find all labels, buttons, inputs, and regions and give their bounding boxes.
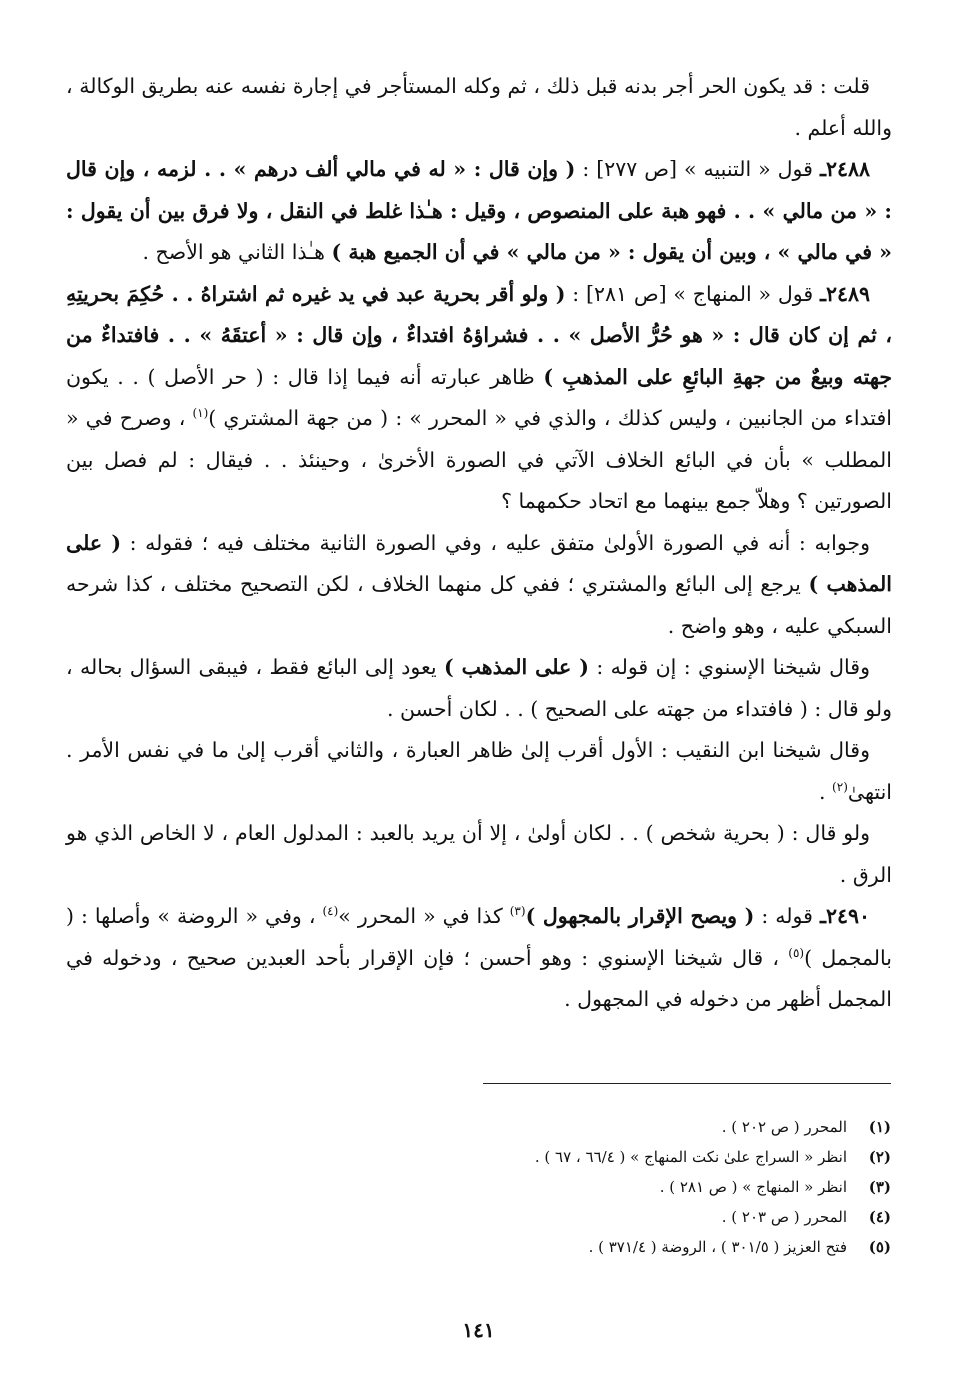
- main-text-body: [66, 66, 892, 1021]
- issue-number: ٢٤٨٨ـ: [819, 157, 870, 181]
- quoted-matn-text: ( ولو أقر بحرية عبد في يد غيره ثم اشتراهُ . . حُكِمَ بحريتِهِ ، ثم إن كان قال : « هو حُرُّ الأصل » . . فشراؤهُ افتداءٌ ، وإن قال : « أعتقَهُ » . . فافتداءٌ من جهته وبيعٌ من جهةِ البائعِ على المذهبِ ): [66, 281, 892, 389]
- footnote-number: (٥): [868, 1238, 891, 1256]
- paragraph-p1: [66, 66, 892, 149]
- footnote-item: [71, 1232, 891, 1262]
- commentary-text: يرجع إلى البائع والمشتري ؛ ففي كل منهما الخلاف ، لكن التصحيح مختلف ، كذا شرحه السبكي عليه ، وهو واضح .: [66, 572, 892, 638]
- footnote-text: انظر « المنهاج » ( ص ٢٨١ ) .: [659, 1178, 847, 1196]
- paragraph-p5: [66, 647, 892, 730]
- footnote-item: [71, 1142, 891, 1172]
- footnote-number: (٢): [868, 1148, 891, 1166]
- footnote-number: (٤): [868, 1208, 891, 1226]
- footnote-text: فتح العزيز ( ٣٠١/٥ ) ، الروضة ( ٣٧١/٤ ) .: [588, 1238, 847, 1256]
- commentary-text: هـٰذا الثاني هو الأصح .: [142, 240, 332, 264]
- commentary-text: يعود إلى البائع فقط ، فيبقى السؤال بحاله ، ولو قال : ( فافتداء من جهته على الصحيح ) . . لكان أحسن .: [66, 655, 892, 721]
- paragraph-p8: [66, 896, 892, 1021]
- footnote-text: المحرر ( ص ٢٠٢ ) .: [721, 1118, 847, 1136]
- quoted-matn-text: ( وإن قال : « له في مالي ألف درهم » . . لزمه ، وإن قال : « من مالي » . . فهو هبة على المنصوص ، وقيل : هـٰذا غلط في النقل ، ولا فرق بين أن يقول : « في مالي » ، وبين أن يقول : « من مالي » في أن الجميع هبة ): [66, 157, 892, 264]
- footnote-marker: (٢): [832, 779, 848, 794]
- footnote-marker: (١): [192, 406, 209, 421]
- footnote-text: المحرر ( ص ٢٠٣ ) .: [721, 1208, 847, 1226]
- paragraph-p6: [66, 730, 892, 813]
- paragraph-p7: [66, 813, 892, 896]
- footnote-separator: [483, 1083, 891, 1084]
- footnote-number: (٣): [868, 1178, 891, 1196]
- page-number: ١٤١: [462, 1318, 495, 1342]
- paragraph-p3: [66, 274, 892, 523]
- commentary-text: ، وفي « الروضة » وأصلها : ( بالمجمل ): [66, 904, 892, 970]
- issue-number: ٢٤٨٩ـ: [819, 281, 871, 306]
- commentary-text: قلت : قد يكون الحر أجر بدنه قبل ذلك ، ثم وكله المستأجر في إجارة نفسه عنه بطريق الوكالة ، والله أعلم .: [66, 74, 892, 140]
- footnote-item: [71, 1172, 891, 1202]
- footnote-item: [71, 1202, 891, 1232]
- commentary-text: وجوابه : أنه في الصورة الأولىٰ متفق عليه ، وفي الصورة الثانية مختلف فيه ؛ فقوله :: [121, 530, 870, 555]
- paragraph-p2: [66, 149, 892, 274]
- commentary-text: وقال شيخنا الإسنوي : إن قوله :: [588, 655, 870, 679]
- footnote-marker: (٤): [322, 904, 339, 919]
- footnotes-section: [71, 1112, 891, 1262]
- quoted-matn-text: ( على المذهب ): [66, 530, 892, 596]
- footnote-marker: (٣): [509, 904, 526, 919]
- commentary-text: ولو قال : ( بحرية شخص ) . . لكان أولىٰ ، إلا أن يريد بالعبد : المدلول العام ، لا الخاص الذي هو الرق .: [66, 821, 892, 887]
- commentary-text: قول « التنبيه » [ص ٢٧٧] :: [575, 157, 820, 181]
- commentary-text: ، قال شيخنا الإسنوي : وهو أحسن ؛ فإن الإقرار بأحد العبدين صحيح ، ودخوله في المجمل أظهر من دخوله في المجهول .: [66, 945, 892, 1011]
- footnote-marker: (٥): [788, 945, 805, 960]
- quoted-matn-text: ( ويصح الإقرار بالمجهول ): [525, 904, 755, 928]
- commentary-text: قول « المنهاج » [ص ٢٨١] :: [565, 281, 820, 306]
- commentary-text: .: [819, 779, 833, 804]
- commentary-text: وقال شيخنا ابن النقيب : الأول أقرب إلىٰ ظاهر العبارة ، والثاني أقرب إلىٰ ما في نفس الأمر . انتهىٰ: [66, 738, 892, 804]
- commentary-text: قوله :: [754, 904, 820, 928]
- footnote-number: (١): [868, 1118, 891, 1136]
- paragraph-p4: [66, 523, 892, 648]
- commentary-text: كذا في « المحرر »: [338, 904, 510, 928]
- commentary-text: ظاهر عبارته أنه فيما إذا قال : ( حر الأصل ) . . يكون افتداء من الجانبين ، وليس كذلك ، والذي في « المحرر » : ( من جهة المشتري ): [66, 364, 892, 430]
- footnote-text: انظر « السراج علىٰ نكت المنهاج » ( ٦٦/٤ ، ٦٧ ) .: [534, 1148, 847, 1166]
- quoted-matn-text: ( على المذهب ): [443, 655, 589, 679]
- issue-number: ٢٤٩٠ـ: [819, 904, 870, 928]
- footnote-item: [71, 1112, 891, 1142]
- commentary-text: ، وصرح في « المطلب » بأن في البائع الخلاف الآتي في الصورة الأخرىٰ ، وحينئذ . . فيقال : لم فصل بين الصورتين ؟ وهلاّ جمع بينهما مع اتحاد حكمهما ؟: [66, 406, 892, 513]
